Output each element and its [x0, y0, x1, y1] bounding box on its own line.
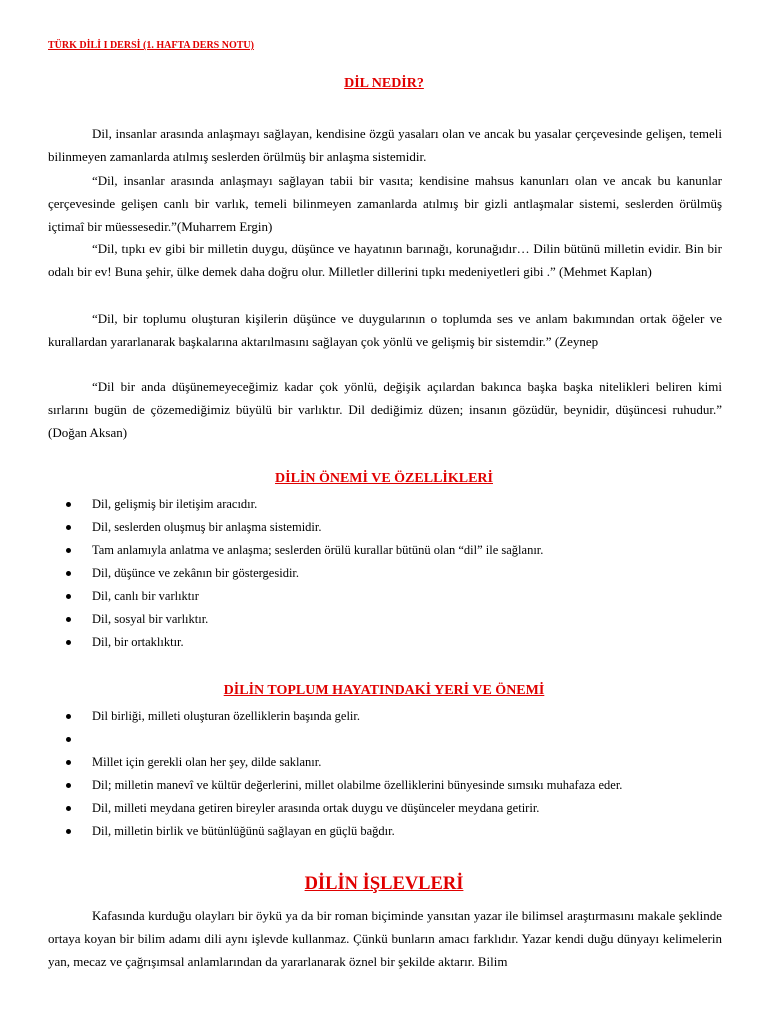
list-item [48, 516, 543, 539]
bullet-icon [66, 806, 71, 811]
bullet-icon [66, 617, 71, 622]
paragraph: Kafasında kurduğu olayları bir öykü ya da bir roman biçiminde yansıtan yazar ile bilimsel araştırmasını makale şeklinde ortaya koyan bir bilim adamı dili aynı işlevde kullanmaz. Çünkü bunların amacı farklıdır. Yazar kendi duğu dünyayı kelimelerin yan, mecaz ve çağrışımsal anlamlarından da yararlanarak öznel bir şekilde aktarır. Bilim [48, 908, 722, 969]
section-title-dilin-onemi: DİLİN ÖNEMİ VE ÖZELLİKLERİ [275, 471, 493, 486]
list-item-text: Dil, sosyal bir varlıktır. [92, 612, 209, 626]
list-item [48, 608, 543, 631]
list-item-text: Tam anlamıyla anlatma ve anlaşma; seslerden örülü kurallar bütünü olan “dil” ile sağlanır. [92, 543, 544, 557]
bullet-icon [66, 502, 71, 507]
list-item-text: Dil, canlı bir varlıktır [92, 589, 199, 603]
list-item-text: Dil, milleti meydana getiren bireyler arasında ortak duygu ve düşünceler meydana getirir. [92, 801, 540, 815]
list-item [48, 751, 622, 774]
paragraph: “Dil, tıpkı ev gibi bir milletin duygu, düşünce ve hayatının barınağı, korunağıdır… Dilin bütünü milletin evidir. Bin bir odalı bir ev! Buna şehir, ülke demek daha doğru olur. Milletler dillerini tıpkı medeniyetleri gibi .” (Mehmet Kaplan) [48, 241, 722, 279]
list-item [48, 797, 622, 820]
list-item-text: Dil, bir ortaklıktır. [92, 635, 184, 649]
list-item [48, 705, 622, 728]
list-item-text: Dil, milletin birlik ve bütünlüğünü sağlayan en güçlü bağdır. [92, 824, 395, 838]
list-item [48, 585, 543, 608]
features-list [48, 493, 543, 654]
list-item-text: Dil birliği, milleti oluşturan özelliklerin başında gelir. [92, 709, 361, 723]
bullet-icon [66, 640, 71, 645]
list-item [48, 562, 543, 585]
bullet-icon [66, 594, 71, 599]
paragraph: Dil, insanlar arasında anlaşmayı sağlayan, kendisine özgü yasaları olan ve ancak bu yasalar çerçevesinde gelişen, temeli bilinmeyen zamanlarda atılmış seslerden örülmüş bir anlaşma sistemidir. [48, 126, 722, 164]
list-item [48, 728, 622, 751]
list-item [48, 820, 622, 843]
section-title-dil-nedir: DİL NEDİR? [344, 76, 424, 91]
paragraph: “Dil bir anda düşünemeyeceğimiz kadar çok yönlü, değişik açılardan bakınca başka başka nitelikleri beliren kimi sırlarını bugün de çözemediğimiz büyülü bir varlıktır. Dil dediğimiz düzen; insanın gözüdür, beynidir, düşüncesi ruhudur.” (Doğan Aksan) [48, 379, 722, 440]
list-item-text: Dil, gelişmiş bir iletişim aracıdır. [92, 497, 258, 511]
bullet-icon [66, 714, 71, 719]
document-header: TÜRK DİLİ I DERSİ (1. HAFTA DERS NOTU) [48, 40, 254, 51]
list-item-text: Dil, seslerden oluşmuş bir anlaşma sistemidir. [92, 520, 322, 534]
bullet-icon [66, 829, 71, 834]
bullet-icon [66, 737, 71, 742]
bullet-icon [66, 760, 71, 765]
section-title-toplum-hayati: DİLİN TOPLUM HAYATINDAKİ YERİ VE ÖNEMİ [223, 683, 545, 698]
list-item [48, 539, 543, 562]
section-title-dilin-islevleri: DİLİN İŞLEVLERİ [304, 874, 464, 894]
paragraph: “Dil, insanlar arasında anlaşmayı sağlayan tabii bir vasıta; kendisine mahsus kanunları olan ve ancak bu kanunlar çerçevesinde gelişen canlı bir varlık, temeli bilinmeyen zamanlarda atılmış bir gizli antlaşmalar sistemi, seslerden örülmüş içtimaî bir müessesedir.”(Muharrem Ergin) [48, 173, 722, 234]
list-item [48, 631, 543, 654]
list-item-text: Millet için gerekli olan her şey, dilde saklanır. [92, 755, 322, 769]
list-item [48, 493, 543, 516]
society-list [48, 705, 622, 843]
bullet-icon [66, 783, 71, 788]
list-item [48, 774, 622, 797]
list-item-text: Dil, düşünce ve zekânın bir göstergesidir. [92, 566, 300, 580]
paragraph: “Dil, bir toplumu oluşturan kişilerin düşünce ve duygularının o toplumda ses ve anlam bakımından ortak öğeler ve kurallardan yararlanarak başkalarına aktarılmasını sağlayan çok yönlü ve gelişmiş bir sistemdir.” (Zeynep [48, 311, 722, 349]
bullet-icon [66, 525, 71, 530]
bullet-icon [66, 571, 71, 576]
bullet-icon [66, 548, 71, 553]
list-item-text: Dil; milletin manevî ve kültür değerlerini, millet olabilme özelliklerini bünyesinde sımsıkı muhafaza eder. [92, 778, 623, 792]
